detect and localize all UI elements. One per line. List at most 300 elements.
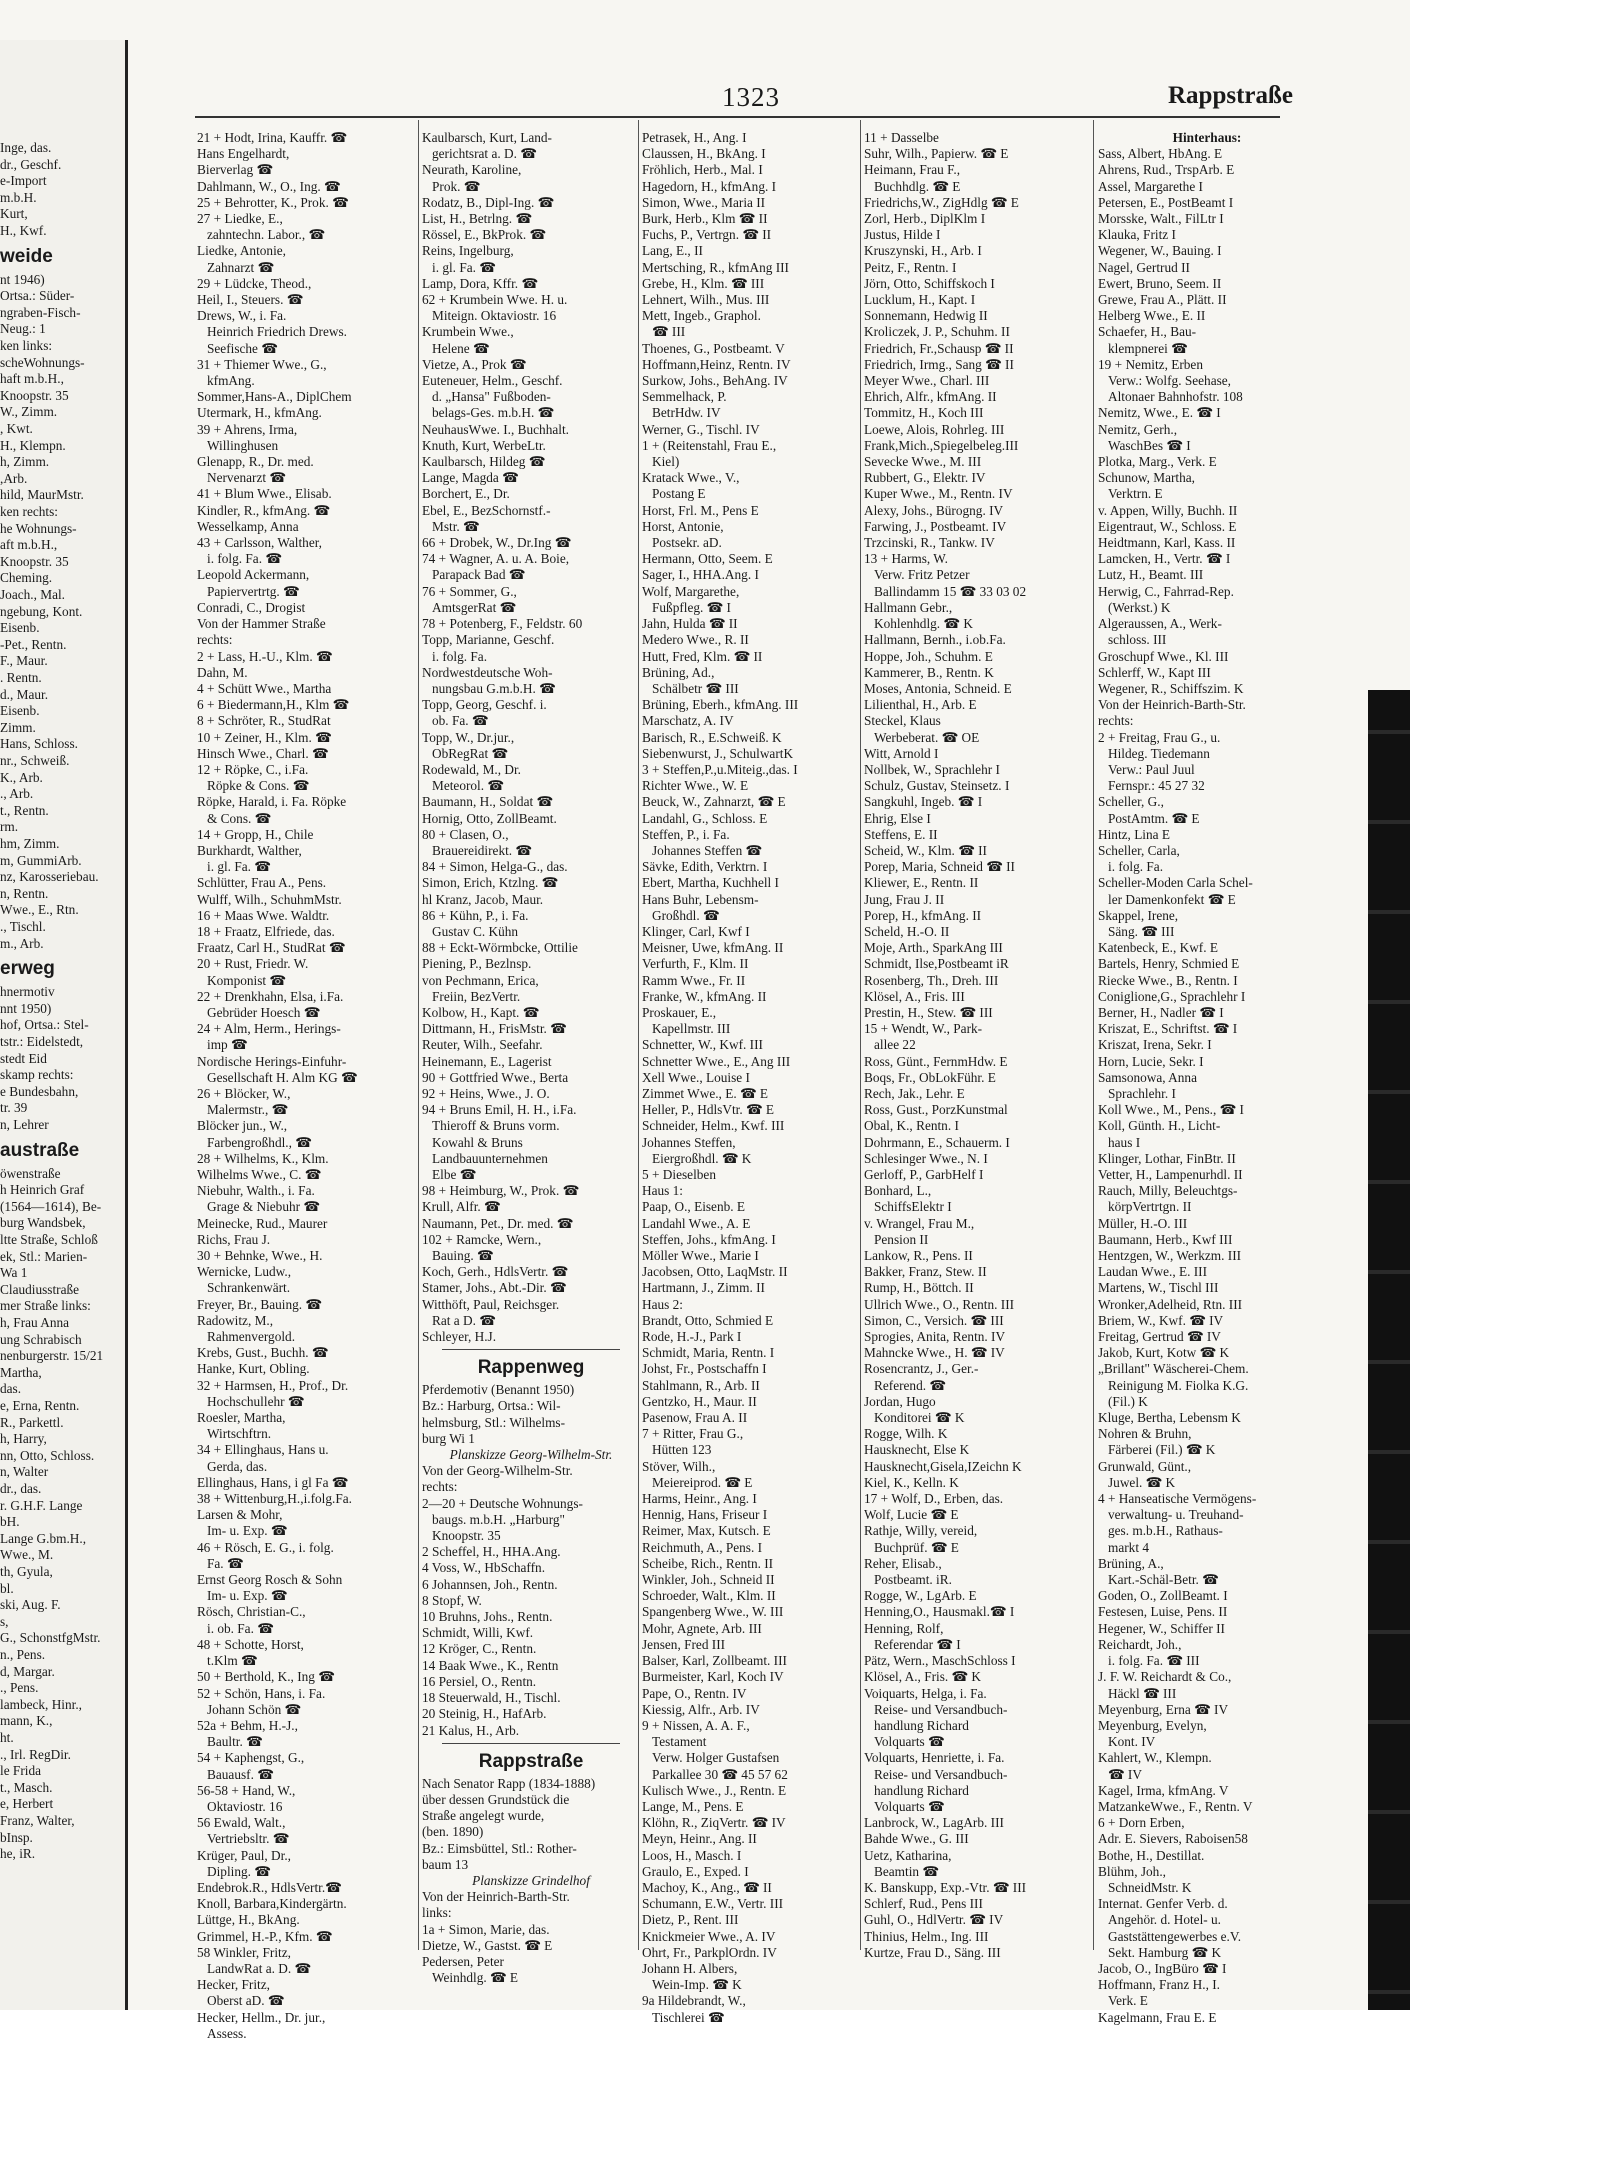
directory-entry: Steffens, E. II — [864, 826, 938, 842]
facing-page-fragment: F., Maur. — [0, 653, 48, 669]
directory-entry: Mahncke Wwe., H. ☎ IV — [864, 1345, 1005, 1361]
directory-entry: Wronker,Adelheid, Rtn. III — [1098, 1296, 1243, 1312]
facing-page-fragment: bl. — [0, 1580, 14, 1596]
directory-entry: Porep, Maria, Schneid ☎ II — [864, 859, 1015, 875]
directory-entry: Jacobsen, Otto, LaqMstr. II — [642, 1264, 788, 1280]
directory-entry: Kowahl & Bruns — [432, 1134, 523, 1150]
directory-entry: Kiel, K., Kelln. K — [864, 1474, 959, 1490]
directory-entry: Mertsching, R., kfmAng III — [642, 259, 789, 275]
directory-entry: von Pechmann, Erica, — [422, 972, 539, 988]
section-subheading: Hinterhaus: — [1172, 130, 1242, 145]
page-number: 1323 — [722, 82, 780, 112]
directory-entry: Johst, Fr., Postschaffn I — [642, 1361, 767, 1377]
facing-page-fragment: K., Arb. — [0, 769, 43, 785]
directory-entry: Rösch, Christian-C., — [197, 1604, 306, 1620]
directory-entry: baugs. m.b.H. „Harburg" — [432, 1511, 565, 1527]
directory-entry: hl Kranz, Jacob, Maur. — [422, 891, 544, 907]
directory-entry: Semmelhack, P. — [642, 389, 727, 405]
facing-page-fragment: h, Frau Anna — [0, 1315, 70, 1330]
directory-entry: 84 + Simon, Helga-G., das. — [422, 859, 568, 875]
facing-page-fragment: W., Zimm. — [0, 404, 58, 420]
facing-page-fragment: Wwe., E., Rtn. — [0, 902, 79, 918]
directory-entry: 58 Winkler, Fritz, — [197, 1944, 291, 1960]
directory-entry: Lucklum, H., Kapt. I — [864, 292, 976, 308]
directory-entry: Jörn, Otto, Schiffskoch I — [864, 275, 995, 291]
directory-entry: Liedke, Antonie, — [197, 243, 286, 259]
directory-entry: Horn, Lucie, Sekr. I — [1098, 1053, 1204, 1069]
facing-page-fragment: nenburgerstr. 15/21 — [0, 1348, 104, 1364]
directory-entry: 17 + Wolf, D., Erben, das. — [864, 1491, 1004, 1507]
directory-entry: Rech, Jak., Lehr. E — [864, 1085, 965, 1101]
directory-entry: Lanbrock, W., LagArb. III — [864, 1815, 1004, 1831]
directory-entry: Jacob, O., IngBüro ☎ I — [1098, 1960, 1227, 1976]
directory-entry: „Brillant" Wäscherei-Chem. — [1098, 1361, 1249, 1377]
directory-entry: Schmidt, Maria, Rentn. I — [642, 1345, 775, 1361]
facing-page-fragment: e-Import — [0, 173, 47, 189]
directory-entry: Ehrig, Else I — [864, 810, 931, 826]
directory-entry: 4 + Hanseatische Vermögens- — [1098, 1491, 1257, 1507]
map-reference: Planskizze Georg-Wilhelm-Str. — [449, 1447, 613, 1463]
directory-entry: 102 + Ramcke, Wern., — [422, 1231, 542, 1247]
facing-page-fragment: skamp rechts: — [0, 1067, 74, 1083]
directory-entry: ObRegRat ☎ — [432, 745, 509, 761]
directory-entry: 24 + Alm, Herm., Herings- — [197, 1021, 341, 1037]
directory-entry: Ramm Wwe., Fr. II — [642, 972, 746, 988]
facing-page-fragment: scheWohnungs- — [0, 354, 85, 370]
directory-entry: Dietz, P., Rent. III — [642, 1912, 739, 1928]
directory-entry: Ernst Georg Rosch & Sohn — [197, 1572, 343, 1588]
directory-entry: 25 + Behrotter, K., Prok. ☎ — [197, 194, 349, 210]
directory-entry: 7 + Ritter, Frau G., — [642, 1426, 744, 1442]
directory-entry: Euteneuer, Helm., Geschf. — [422, 373, 563, 389]
directory-entry: Mohr, Agnete, Arb. III — [642, 1620, 762, 1636]
directory-entry: Naumann, Pet., Dr. med. ☎ — [422, 1215, 574, 1231]
directory-entry: 4 + Schütt Wwe., Martha — [197, 680, 332, 696]
directory-entry: Lang, E., II — [642, 243, 703, 259]
directory-entry: Volquarts ☎ — [874, 1798, 945, 1814]
directory-entry: Heinrich Friedrich Drews. — [207, 324, 347, 340]
directory-entry: Kammerer, B., Rentn. K — [864, 664, 994, 680]
directory-entry: Richs, Frau J. — [197, 1231, 271, 1247]
directory-entry: Hochschullehr ☎ — [207, 1393, 305, 1409]
facing-page-fragment: h, Zimm. — [0, 454, 50, 470]
directory-entry: Nollbek, W., Sprachlehr I — [864, 761, 1000, 777]
directory-entry: 80 + Clasen, O., — [422, 826, 509, 842]
directory-entry: Medero Wwe., R. II — [642, 632, 749, 648]
directory-entry: Harms, Heinr., Ang. I — [642, 1491, 757, 1507]
directory-entry: Koll, Günth. H., Licht- — [1098, 1118, 1221, 1134]
directory-entry: Ellinghaus, Hans, i gl Fa ☎ — [197, 1474, 349, 1490]
directory-entry: Porep, H., kfmAng. II — [864, 907, 982, 923]
facing-page-fragment: n, Rentn. — [0, 885, 49, 901]
directory-entry: Heimann, Frau F., — [864, 162, 961, 178]
directory-entry: Schrankenwärt. — [207, 1280, 291, 1296]
directory-entry: Suhr, Wilh., Papierw. ☎ E — [864, 146, 1009, 162]
facing-page-fragment: mer Straße links: — [0, 1298, 91, 1314]
directory-column-5 — [1098, 130, 1316, 2025]
directory-entry: Verktrn. E — [1108, 486, 1163, 502]
directory-entry: 18 + Fraatz, Elfriede, das. — [197, 923, 335, 939]
directory-entry: Bz.: Harburg, Ortsa.: Wil- — [422, 1398, 561, 1414]
directory-entry: zahntechn. Labor., ☎ — [207, 227, 326, 243]
facing-page-fragment: Cheming. — [0, 570, 53, 586]
facing-page-fragment: hof, Ortsa.: Stel- — [0, 1017, 89, 1033]
facing-page-fragment: m, GummiArb. — [0, 852, 82, 868]
directory-entry: 19 + Nemitz, Erben — [1098, 356, 1203, 372]
directory-entry: Alexy, Johs., Bürogng. IV — [864, 502, 1004, 518]
directory-entry: Pape, O., Rentn. IV — [642, 1685, 747, 1701]
directory-entry: Parkallee 30 ☎ 45 57 62 — [652, 1766, 788, 1782]
directory-entry: haus I — [1108, 1134, 1141, 1150]
directory-entry: Ballindamm 15 ☎ 33 03 02 — [874, 583, 1027, 599]
directory-entry: 26 + Blöcker, W., — [197, 1085, 291, 1101]
directory-entry: Stamer, Johs., Abt.-Dir. ☎ — [422, 1280, 567, 1296]
directory-entry: Assel, Margarethe I — [1098, 178, 1203, 194]
facing-page-fragment: Hans, Schloss. — [0, 736, 78, 752]
directory-entry: Reins, Ingelburg, — [422, 243, 514, 259]
directory-entry: Gaststättengewerbes e.V. — [1108, 1928, 1242, 1944]
directory-entry: Morsske, Walt., FilLtr I — [1098, 211, 1224, 227]
directory-entry: Rahmenvergold. — [207, 1329, 296, 1345]
directory-entry: Seefische ☎ — [207, 340, 278, 356]
facing-page-fragment: ltte Straße, Schloß — [0, 1232, 98, 1247]
facing-page-fragment: Kurt, — [0, 206, 28, 222]
directory-entry: Krüger, Paul, Dr., — [197, 1847, 292, 1863]
directory-entry: Säng. ☎ III — [1108, 923, 1175, 939]
directory-entry: 10 + Zeiner, H., Klm. ☎ — [197, 729, 332, 745]
directory-entry: Briem, W., Kwf. ☎ IV — [1098, 1312, 1224, 1328]
directory-entry: Klösel, A., Fris. III — [864, 988, 965, 1004]
directory-entry: Schumann, E.W., Vertr. III — [642, 1896, 784, 1912]
directory-entry: Fraatz, Carl H., StudRat ☎ — [197, 940, 346, 956]
directory-entry: klempnerei ☎ — [1108, 340, 1188, 356]
directory-entry: PostAmtm. ☎ E — [1108, 810, 1200, 826]
directory-entry: Lutz, H., Beamt. III — [1098, 567, 1204, 583]
directory-entry: Dipling. ☎ — [207, 1863, 271, 1879]
directory-entry: Referend. ☎ — [874, 1377, 946, 1393]
directory-entry: 20 + Rust, Friedr. W. — [197, 956, 309, 972]
directory-entry: Meyer Wwe., Charl. III — [864, 373, 990, 389]
directory-entry: Reuter, Wilh., Seefahr. — [422, 1037, 543, 1053]
directory-entry: Meiereiprod. ☎ E — [652, 1474, 753, 1490]
directory-entry: Krull, Alfr. ☎ — [422, 1199, 501, 1215]
directory-entry: Heinemann, E., Lagerist — [422, 1053, 552, 1069]
directory-entry: Johann Schön ☎ — [207, 1701, 302, 1717]
facing-page-fragment: ., Tischl. — [0, 919, 46, 934]
directory-entry: Von der Heinrich-Barth-Str. — [1098, 697, 1246, 713]
directory-entry: 1 + (Reitenstahl, Frau E., — [642, 437, 777, 453]
directory-entry: Uetz, Katharina, — [864, 1847, 952, 1863]
directory-entry: Horst, Antonie, — [642, 518, 724, 534]
directory-entry: Kohlenhdlg. ☎ K — [874, 616, 973, 632]
facing-page-fragment: t., Rentn. — [0, 802, 49, 818]
directory-entry: über dessen Grundstück die — [422, 1791, 570, 1807]
directory-entry: 48 + Schotte, Horst, — [197, 1636, 304, 1652]
directory-entry: Wolf, Lucie ☎ E — [864, 1507, 959, 1523]
directory-entry: 16 Persiel, O., Rentn. — [422, 1673, 537, 1689]
facing-page-fragment: G., SchonstfgMstr. — [0, 1630, 101, 1646]
directory-entry: Thieroff & Bruns vorm. — [432, 1118, 560, 1134]
directory-entry: Meyenburg, Evelyn, — [1098, 1717, 1207, 1733]
directory-entry: ☎ III — [652, 324, 686, 340]
directory-entry: Sonnemann, Hedwig II — [864, 308, 988, 324]
directory-entry: Hennig, Hans, Friseur I — [642, 1507, 768, 1523]
directory-entry: Von der Hammer Straße — [197, 616, 326, 632]
directory-entry: Lamcken, H., Vertr. ☎ I — [1098, 551, 1231, 567]
facing-page-fragment: s, — [0, 1613, 9, 1629]
directory-entry: Grunwald, Günt., — [1098, 1458, 1192, 1474]
directory-entry: i. ob. Fa. ☎ — [207, 1620, 274, 1636]
directory-entry: Angehör. d. Hotel- u. — [1108, 1912, 1222, 1928]
directory-entry: Eigentraut, W., Schloss. E — [1098, 518, 1237, 534]
directory-entry: Schlerff, W., Kapt III — [1098, 664, 1211, 680]
directory-entry: 86 + Kühn, P., i. Fa. — [422, 907, 529, 923]
directory-entry: Baumann, Herb., Kwf III — [1098, 1231, 1233, 1247]
directory-entry: Sommer,Hans-A., DiplChem — [197, 389, 352, 405]
directory-entry: Internat. Genfer Verb. d. — [1098, 1896, 1228, 1912]
facing-page-fragment: H., Klempn. — [0, 437, 66, 453]
directory-entry: Sekt. Hamburg ☎ K — [1108, 1944, 1222, 1960]
facing-page-fragment: m., Arb. — [0, 935, 44, 951]
directory-entry: Spangenberg Wwe., W. III — [642, 1604, 784, 1620]
directory-entry: Grimmel, H.-P., Kfm. ☎ — [197, 1928, 333, 1944]
facing-page-fragment: t., Masch. — [0, 1779, 53, 1795]
directory-entry: Henning, Rolf, — [864, 1620, 944, 1636]
directory-entry: handlung Richard — [874, 1717, 969, 1733]
directory-entry: Kagel, Irma, kfmAng. V — [1098, 1782, 1229, 1798]
directory-entry: Prok. ☎ — [432, 178, 481, 194]
directory-entry: Wulff, Wilh., SchuhmMstr. — [197, 891, 342, 907]
directory-entry: Oberst aD. ☎ — [207, 1993, 285, 2009]
directory-entry: markt 4 — [1108, 1539, 1149, 1555]
directory-entry: Ross, Gust., PorzKunstmal — [864, 1102, 1008, 1118]
directory-entry: baum 13 — [422, 1856, 469, 1872]
directory-entry: Kriszat, E., Schriftst. ☎ I — [1098, 1021, 1238, 1037]
directory-entry: Jakob, Kurt, Kotw ☎ K — [1098, 1345, 1230, 1361]
directory-entry: i. folg. Fa. ☎ — [207, 551, 282, 567]
directory-entry: Kont. IV — [1108, 1734, 1156, 1750]
directory-entry: Volquarts, Henriette, i. Fa. — [864, 1750, 1005, 1766]
facing-page-fragment: stedt Eid — [0, 1050, 47, 1066]
directory-entry: 52a + Behm, H.-J., — [197, 1717, 298, 1733]
directory-entry: Elbe ☎ — [432, 1167, 477, 1182]
directory-entry: 50 + Berthold, K., Ing ☎ — [197, 1669, 335, 1685]
directory-entry: Tommitz, H., Koch III — [864, 405, 984, 421]
directory-entry: 16 + Maas Wwe. Waldtr. — [197, 907, 330, 923]
directory-entry: ges. m.b.H., Rathaus- — [1108, 1523, 1223, 1539]
directory-entry: Burkhardt, Walther, — [197, 842, 302, 858]
directory-entry: Gebrüder Hoesch ☎ — [207, 1004, 321, 1020]
street-heading: Rappenweg — [477, 1357, 585, 1379]
facing-page-fragment: ken links: — [0, 338, 53, 353]
directory-entry: Goden, O., ZollBeamt. I — [1098, 1588, 1228, 1604]
directory-entry: Hoppe, Joh., Schuhm. E — [864, 648, 993, 664]
directory-entry: Schlesinger Wwe., N. I — [864, 1150, 988, 1166]
directory-entry: Wein-Imp. ☎ K — [652, 1977, 742, 1993]
directory-entry: Pätz, Wern., MaschSchloss I — [864, 1653, 1016, 1669]
directory-entry: 21 Kalus, H., Arb. — [422, 1722, 520, 1738]
directory-entry: d. „Hansa" Fußboden- — [432, 389, 551, 405]
facing-page-heading: erweg — [0, 958, 55, 980]
directory-entry: 14 + Gropp, H., Chile — [197, 826, 314, 842]
facing-page-fragment: Wa 1 — [0, 1265, 28, 1281]
directory-entry: Piening, P., Bezlnsp. — [422, 956, 532, 972]
directory-entry: Radowitz, M., — [197, 1312, 274, 1328]
directory-entry: 13 + Harms, W. — [864, 551, 948, 567]
directory-entry: BetrHdw. IV — [652, 405, 721, 421]
facing-page-fragment: ken rechts: — [0, 504, 58, 519]
directory-entry: Neurath, Karoline, — [422, 162, 522, 178]
facing-page-fragment: . Rentn. — [0, 670, 42, 685]
directory-entry: Häckl ☎ III — [1108, 1685, 1177, 1701]
directory-entry: Bothe, H., Destillat. — [1098, 1847, 1205, 1863]
directory-entry: Juwel. ☎ K — [1108, 1474, 1176, 1490]
directory-entry: 4 Voss, W., HbSchaffn. — [422, 1560, 546, 1576]
directory-entry: i. folg. Fa. ☎ III — [1108, 1653, 1200, 1669]
directory-entry: Verw. Holger Gustafsen — [652, 1750, 780, 1766]
facing-page-fragment: Franz, Walter, — [0, 1813, 75, 1828]
directory-entry: schloss. III — [1108, 632, 1167, 648]
directory-entry: Reise- und Versandbuch- — [874, 1766, 1008, 1782]
directory-entry: Ewert, Bruno, Seem. II — [1098, 275, 1222, 291]
directory-entry: Beamtin ☎ — [874, 1863, 939, 1879]
facing-page-fragment: h, Harry, — [0, 1431, 47, 1447]
directory-entry: Kagelmann, Frau E. E — [1098, 2009, 1217, 2025]
facing-page-fragment: d., Maur. — [0, 686, 49, 702]
directory-column-3 — [642, 130, 860, 2025]
directory-entry: 30 + Behnke, Wwe., H. — [197, 1248, 323, 1264]
directory-entry: Rathje, Willy, vereid, — [864, 1523, 978, 1539]
directory-entry: Kiel) — [652, 454, 680, 470]
directory-entry: Reinigung M. Fiolka K.G. — [1108, 1377, 1249, 1393]
directory-entry: 32 + Harmsen, H., Prof., Dr. — [197, 1377, 349, 1393]
facing-page-fragment: hild, MaurMstr. — [0, 487, 84, 503]
directory-entry: Knickmeier Wwe., A. IV — [642, 1928, 776, 1944]
facing-page-fragment: Martha, — [0, 1364, 42, 1380]
directory-entry: Röpke & Cons. ☎ — [207, 778, 310, 794]
directory-entry: Rogge, W., LgArb. E — [864, 1588, 977, 1604]
directory-entry: K. Banskupp, Exp.-Vtr. ☎ III — [864, 1879, 1027, 1895]
directory-entry: ler Damenkonfekt ☎ E — [1108, 891, 1236, 907]
facing-page-fragment: ,Arb. — [0, 470, 28, 486]
directory-entry: Fuchs, P., Vertrgn. ☎ II — [642, 227, 772, 243]
directory-entry: Skappel, Irene, — [1098, 907, 1179, 923]
directory-entry: nungsbau G.m.b.H. ☎ — [432, 680, 556, 696]
facing-page-fragment: ., Arb. — [0, 786, 34, 802]
directory-entry: Richter Wwe., W. E — [642, 778, 749, 794]
directory-entry: (ben. 1890) — [422, 1824, 484, 1840]
directory-entry: Conradi, C., Drogist — [197, 599, 306, 615]
directory-entry: Lehnert, Wilh., Mus. III — [642, 292, 770, 308]
directory-entry: Krebs, Gust., Buchh. ☎ — [197, 1345, 329, 1361]
directory-entry: Moses, Antonia, Schneid. E — [864, 680, 1012, 696]
facing-page-fragment: ht. — [0, 1730, 14, 1745]
directory-entry: Konditorei ☎ K — [874, 1410, 965, 1426]
directory-entry: Pension II — [874, 1231, 929, 1247]
directory-entry: Peitz, F., Rentn. I — [864, 259, 957, 275]
directory-entry: Trzcinski, R., Tankw. IV — [864, 535, 995, 551]
directory-entry: Kulisch Wwe., J., Rentn. E — [642, 1782, 787, 1798]
directory-entry: Postang E — [652, 486, 706, 502]
directory-entry: Weinhdlg. ☎ E — [432, 1970, 519, 1986]
directory-entry: Blühm, Joh., — [1098, 1863, 1166, 1879]
directory-entry: Verw.: Paul Juul — [1108, 761, 1195, 777]
directory-entry: Helene ☎ — [432, 340, 490, 356]
directory-entry: 94 + Bruns Emil, H. H., i.Fa. — [422, 1102, 577, 1118]
directory-entry: Schmidt, Willi, Kwf. — [422, 1625, 534, 1641]
section-rule — [442, 1743, 620, 1744]
directory-entry: Zahnarzt ☎ — [207, 259, 275, 275]
column-divider — [1093, 120, 1094, 1950]
directory-entry: 12 Kröger, C., Rentn. — [422, 1641, 537, 1657]
directory-entry: v. Wrangel, Frau M., — [864, 1215, 975, 1231]
directory-entry: Klauka, Fritz I — [1098, 227, 1176, 243]
directory-entry: Hintz, Lina E — [1098, 826, 1171, 842]
directory-entry: & Cons. ☎ — [207, 810, 272, 826]
directory-entry: Schroeder, Walt., Klm. II — [642, 1588, 776, 1604]
directory-entry: Ehrich, Alfr., kfmAng. II — [864, 389, 997, 405]
directory-entry: Fernspr.: 45 27 32 — [1108, 778, 1205, 794]
directory-entry: Eiergroßhdl. ☎ K — [652, 1150, 752, 1166]
directory-entry: Schunow, Martha, — [1098, 470, 1195, 486]
directory-entry: 56-58 + Hand, W., — [197, 1782, 296, 1798]
directory-entry: Petrasek, H., Ang. I — [642, 130, 747, 145]
directory-entry: Kluge, Bertha, Lebensm K — [1098, 1410, 1241, 1426]
directory-entry: Knoopstr. 35 — [432, 1528, 501, 1544]
directory-entry: Friedrich, Fr.,Schausp ☎ II — [864, 340, 1014, 356]
directory-entry: Hoffmann, Franz H., I. — [1098, 1977, 1220, 1993]
directory-entry: Baumann, H., Soldat ☎ — [422, 794, 554, 810]
directory-entry: 39 + Ahrens, Irma, — [197, 421, 298, 437]
directory-entry: 9 + Nissen, A. A. F., — [642, 1717, 750, 1733]
directory-entry: Ross, Günt., FernmHdw. E — [864, 1053, 1008, 1069]
directory-entry: rechts: — [1098, 713, 1134, 729]
directory-entry: 2 Scheffel, H., HHA.Ang. — [422, 1544, 561, 1560]
directory-entry: Sprogies, Anita, Rentn. IV — [864, 1329, 1006, 1345]
directory-entry: Willinghusen — [207, 437, 279, 453]
facing-page-fragment: H., Kwf. — [0, 223, 47, 238]
directory-entry: Müller, H.-O. III — [1098, 1215, 1188, 1231]
directory-entry: Fußpfleg. ☎ I — [652, 599, 731, 615]
directory-entry: Rogge, Wilh. K — [864, 1426, 948, 1442]
directory-entry: Schnetter Wwe., E., Ang III — [642, 1053, 791, 1069]
facing-page-fragment: n, Walter — [0, 1464, 49, 1480]
directory-entry: ob. Fa. ☎ — [432, 713, 489, 729]
directory-entry: Rauch, Milly, Beleuchtgs- — [1098, 1183, 1238, 1199]
directory-entry: J. F. W. Reichardt & Co., — [1098, 1669, 1232, 1685]
directory-entry: Kuper Wwe., M., Rentn. IV — [864, 486, 1013, 502]
directory-entry: Zimmet Wwe., E. ☎ E — [642, 1085, 768, 1101]
facing-page-fragment: he Wohnungs- — [0, 520, 77, 536]
facing-page-fragment: tstr.: Eidelstedt, — [0, 1034, 84, 1049]
directory-entry: Barisch, R., E.Schweiß. K — [642, 729, 782, 745]
directory-entry: Steffen, Johs., kfmAng. I — [642, 1231, 776, 1247]
directory-entry: Ahrens, Rud., TrspArb. E — [1098, 162, 1235, 178]
directory-entry: Meteorol. ☎ — [432, 778, 504, 794]
directory-entry: Petersen, E., PostBeamt I — [1098, 194, 1234, 210]
facing-page-fragment: ngraben-Fisch- — [0, 304, 81, 320]
facing-page-fragment: Knoopstr. 35 — [0, 553, 69, 569]
directory-entry: AmtsgerRat ☎ — [432, 599, 517, 615]
facing-page-fragment: rm. — [0, 819, 19, 835]
directory-entry: Klöhn, R., ZiqVertr. ☎ IV — [642, 1815, 786, 1831]
directory-entry: 20 Steinig, H., HafArb. — [422, 1706, 547, 1722]
directory-entry: Bonhard, L., — [864, 1183, 932, 1199]
directory-entry: allee 22 — [874, 1037, 916, 1053]
directory-entry: 34 + Ellinghaus, Hans u. — [197, 1442, 329, 1458]
directory-entry: Sass, Albert, HbAng. E — [1098, 146, 1223, 162]
directory-entry: Nemitz, Gerh., — [1098, 421, 1178, 437]
